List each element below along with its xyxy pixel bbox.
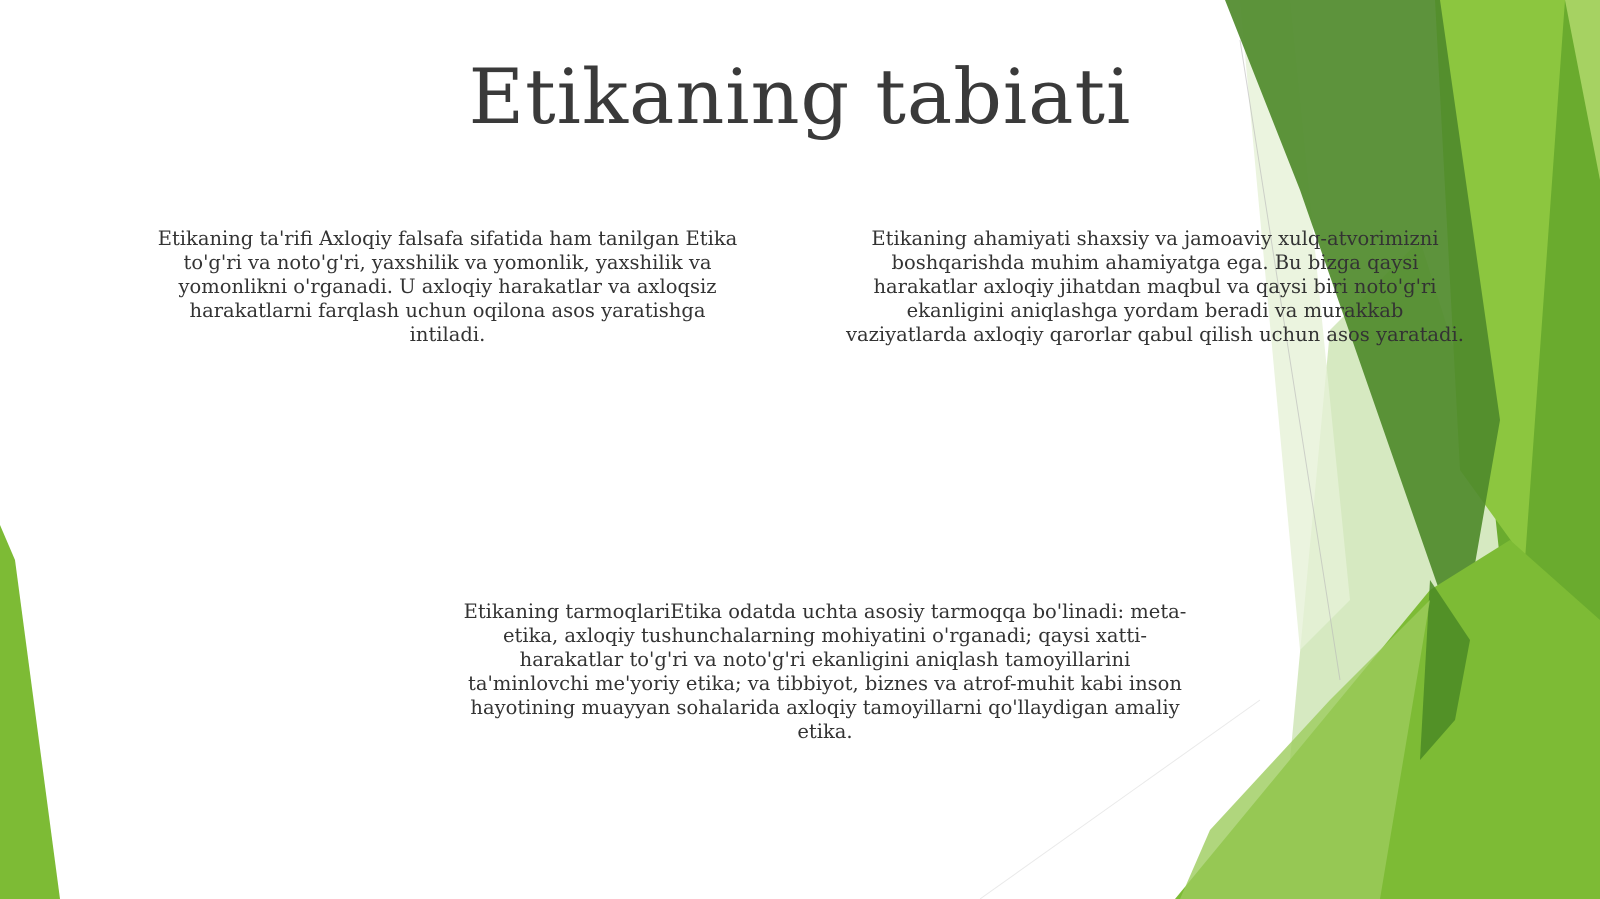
definition-text: Etikaning ta'rifi Axloqiy falsafa sifatida ham tanilgan Etika to'g'ri va noto'g'ri, yaxshilik va yomonlik, yaxshilik va yomonlikni o'rganadi. U axloqiy harakatlar va axloqsiz harakatlarni farqlash uchun oqilona asos yaratishga intiladi.	[157, 227, 738, 346]
branches-text: Etikaning tarmoqlariEtika odatda uchta asosiy tarmoqqa bo'linadi: meta-etika, axloqiy tushunchalarning mohiyatini o'rganadi; qaysi xatti-harakatlar to'g'ri va noto'g'ri ekanligini aniqlash tamoyillarini ta'minlovchi me'yoriy etika; va tibbiyot, biznes va atrof-muhit kabi inson hayotining muayyan sohalarida axloqiy tamoyillarni qo'llaydigan amaliy etika.	[463, 600, 1187, 743]
slide-title: Etikaning tabiati	[468, 52, 1132, 141]
deco-left-sliver	[0, 525, 60, 899]
importance-text: Etikaning ahamiyati shaxsiy va jamoaviy xulq-atvorimizni boshqarishda muhim ahamiyatga ega. Bu bizga qaysi harakatlar axloqiy jihatdan maqbul va qaysi biri noto'g'ri ekanligini aniqlashga yordam beradi va murakkab vaziyatlarda axloqiy qarorlar qabul qilish uchun asos yaratadi.	[846, 227, 1464, 346]
